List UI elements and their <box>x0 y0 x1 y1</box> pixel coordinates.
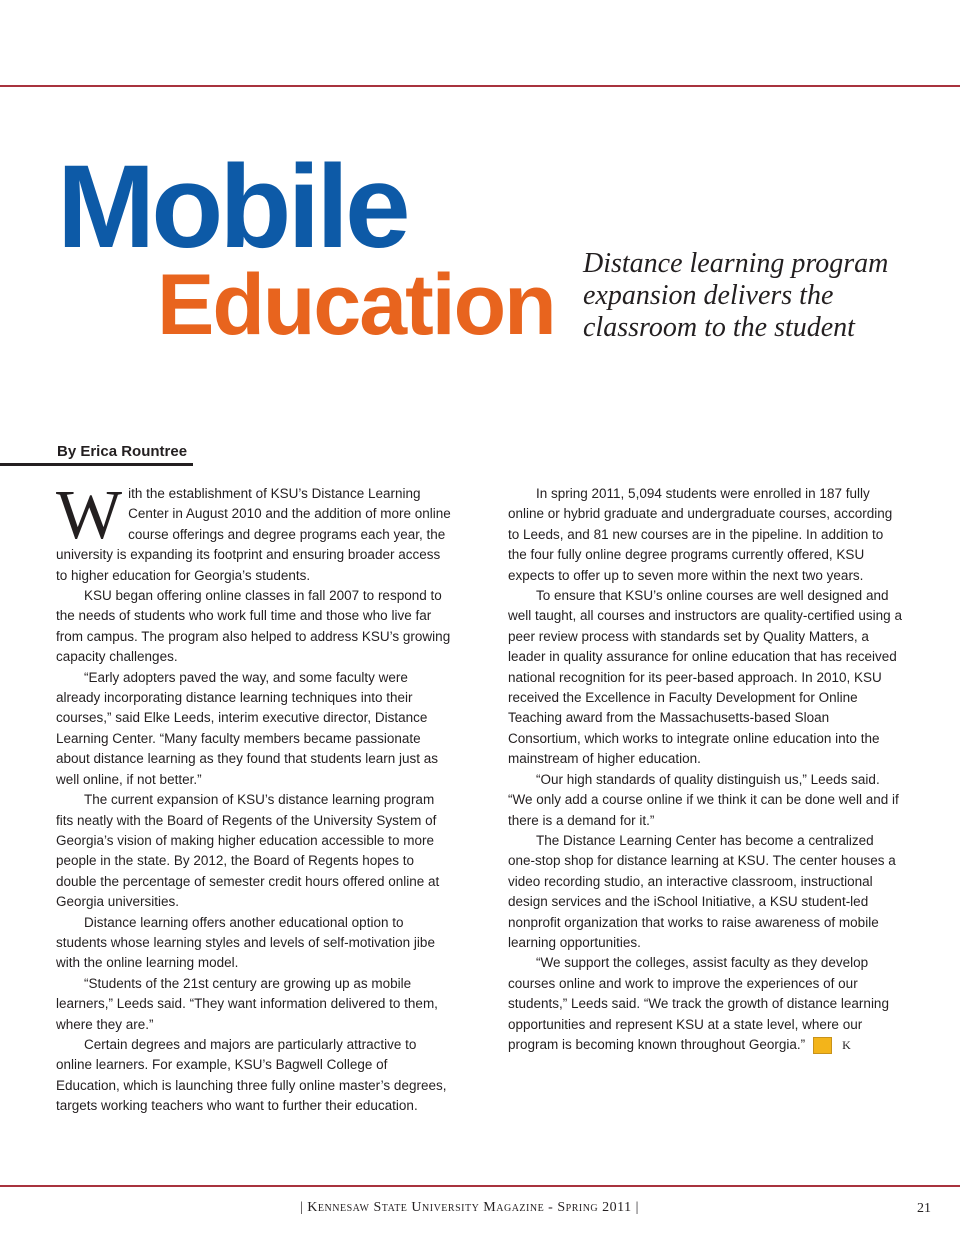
subtitle: Distance learning program expansion delivers the classroom to the student <box>583 248 889 343</box>
paragraph <box>508 953 904 1055</box>
paragraph-text: ith the establishment of KSU’s Distance Learning Center in August 2010 and the addition of more online course offerings and degree programs each year, the university is expanding its footprint and ensuring broader access to higher education for Georgia’s students. <box>56 486 451 583</box>
paragraph: The current expansion of KSU’s distance learning program fits neatly with the Board of Regents of the University System of Georgia’s vision of making higher education accessible to more people in the state. By 2012, the Board of Regents hopes to double the percentage of semester credit hours offered online at Georgia universities. <box>56 792 440 910</box>
top-rule <box>0 85 960 87</box>
paragraph: “Students of the 21st century are growing up as mobile learners,” Leeds said. “They want information delivered to them, where they are.” <box>56 975 438 1032</box>
paragraph: Distance learning offers another educational option to students whose learning styles and levels of self-motivation jibe with the online learning model. <box>56 914 435 971</box>
paragraph: To ensure that KSU’s online courses are well designed and well taught, all courses and instructors are quality-certified using a peer review process with standards set by Quality Matters, a leader in quality assurance for online education that has received national recognition for its peer-based approach. In 2010, KSU received the Excellence in Faculty Development for Online Teaching award from the Massachusetts-based Sloan Consortium, which works to integrate online education into the mainstream of higher education. <box>508 588 902 767</box>
page-number: 21 <box>917 1201 931 1216</box>
end-mark-icon: K <box>813 1037 832 1054</box>
title-line-2: Education <box>157 257 555 353</box>
paragraph: In spring 2011, 5,094 students were enrolled in 187 fully online or hybrid graduate and undergraduate courses, according to Leeds, and 81 new courses are in the pipeline. In addition to the four fully online degree programs currently offered, KSU expects to offer up to seven more within the next two years. <box>508 486 893 583</box>
footer-magazine-title: | Kennesaw State University Magazine - Spring 2011 | <box>300 1200 639 1215</box>
byline: By Erica Rountree <box>57 443 188 460</box>
paragraph <box>56 477 454 586</box>
paragraph: The Distance Learning Center has become a centralized one-stop shop for distance learning at KSU. The center houses a video recording studio, an interactive classroom, instructional design services and the iSchool Initiative, a KSU student-led nonprofit organization that works to raise awareness of mobile learning opportunities. <box>508 832 896 950</box>
paragraph: KSU began offering online classes in fall 2007 to respond to the needs of students who work full time and those who live far from campus. The program also helped to address KSU’s growing capacity challenges. <box>56 588 451 665</box>
article-left-column <box>56 477 454 1117</box>
paragraph: “Our high standards of quality distinguish us,” Leeds said. “We only add a course online if we think it can be done well and if there is a demand for it.” <box>508 771 899 828</box>
bottom-rule <box>0 1185 960 1187</box>
byline-underline <box>0 463 193 466</box>
article-right-column <box>508 484 904 1055</box>
drop-cap: W <box>56 477 123 554</box>
paragraph: Certain degrees and majors are particularly attractive to online learners. For example, KSU’s Bagwell College of Education, which is launching three fully online master’s degrees, targets working teachers who want to further their education. <box>56 1036 447 1114</box>
title-line-1: Mobile <box>57 141 407 273</box>
paragraph-text: “We support the colleges, assist faculty as they develop courses online and work to improve the experiences of our students,” Leeds said. “We track the growth of distance learning opportunities and represent KSU at a state level, where our program is becoming known throughout Georgia.” <box>508 955 889 1052</box>
paragraph: “Early adopters paved the way, and some faculty were already incorporating distance learning techniques into their courses,” said Elke Leeds, interim executive director, Distance Learning Center. “Many faculty members became passionate about distance learning as they found that students learn just as well online, if not better.” <box>56 669 439 787</box>
